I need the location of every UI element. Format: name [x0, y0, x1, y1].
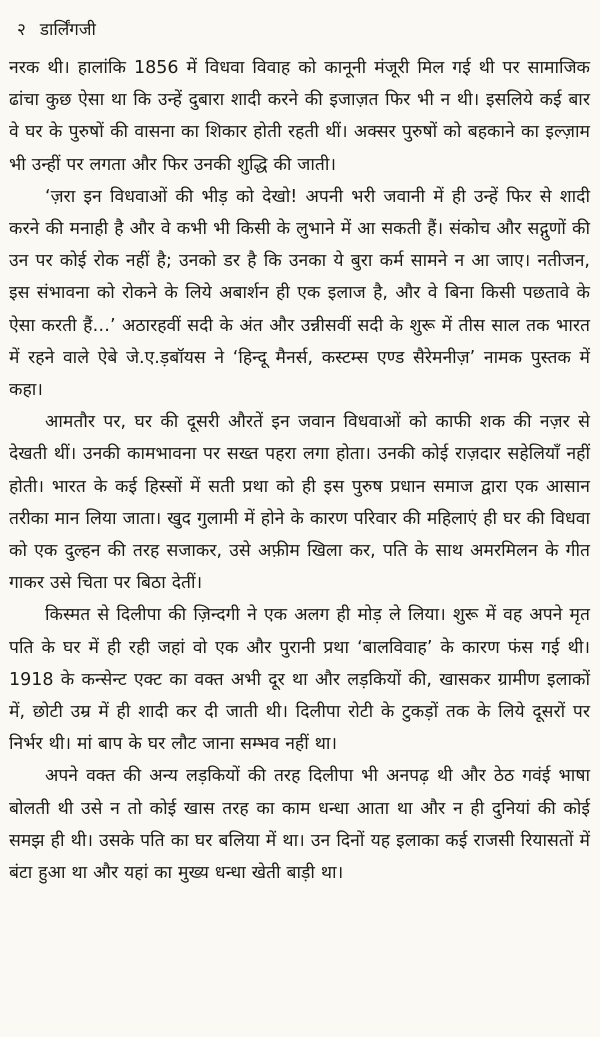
page-number: २	[17, 20, 26, 40]
paragraph: आमतौर पर, घर की दूसरी औरतें इन जवान विधवाओं को काफी शक की नज़र से देखती थीं। उनकी कामभावना पर सख्त पहरा लगा होता। उनकी कोई राज़दार सहेलियाँ नहीं होती। भारत के कई हिस्सों में सती प्रथा को ही इस पुरुष प्रधान समाज द्वारा एक आसान तरीका मान लिया जाता। खुद गुलामी में होने के कारण परिवार की महिलाएं ही घर की विधवा को एक दुल्हन की तरह सजाकर, उसे अफ़ीम खिला कर, पति के साथ अमरमिलन के गीत गाकर उसे चिता पर बिठा देतीं।	[9, 412, 590, 594]
paragraph: किस्मत से दिलीपा की ज़िन्दगी ने एक अलग ही मोड़ ले लिया। शुरू में वह अपने मृत पति के घर में ही रही जहां वो एक और पुरानी प्रथा ‘बालविवाह’ के कारण फंस गई थी। 1918 के कन्सेन्ट एक्ट का वक्त अभी दूर था और लड़कियों की, खासकर ग्रामीण इलाकों में, छोटी उम्र में ही शादी कर दी जाती थी। दिलीपा रोटी के टुकड़ों तक के लिये दूसरों पर निर्भर थी। मां बाप के घर लौट जाना सम्भव नहीं था।	[9, 605, 590, 755]
body-text	[9, 52, 590, 889]
running-head	[17, 18, 590, 42]
paragraph: नरक थी। हालांकि 1856 में विधवा विवाह को कानूनी मंजूरी मिल गई थी पर सामाजिक ढांचा कुछ ऐसा था कि उन्हें दुबारा शादी करने की इजाज़त फिर भी न थी। इसलिये कई बार वे घर के पुरुषों की वासना का शिकार होती रहती थीं। अक्सर पुरुषों को बहकाने का इल्ज़ाम भी उन्हीं पर लगता और फिर उनकी शुद्धि की जाती।	[9, 58, 590, 175]
book-title: डार्लिंगजी	[39, 20, 96, 40]
paragraph: अपने वक्त की अन्य लड़कियों की तरह दिलीपा भी अनपढ़ थी और ठेठ गवंई भाषा बोलती थी उसे न तो कोई खास तरह का काम धन्धा आता था और न ही दुनियां की कोई समझ ही थी। उसके पति का घर बलिया में था। उन दिनों यह इलाका कई राजसी रियासतों में बंटा हुआ था और यहां का मुख्य धन्धा खेती बाड़ी था।	[9, 766, 590, 884]
paragraph: ‘ज़रा इन विधवाओं की भीड़ को देखो! अपनी भरी जवानी में ही उन्हें फिर से शादी करने की मनाही है और वे कभी भी किसी के लुभाने में आ सकती हैं। संकोच और सद्गुणों की उन पर कोई रोक नहीं है; उनको डर है कि उनका ये बुरा कर्म सामने न आ जाए। नतीजन, इस संभावना को रोकने के लिये अबार्शन ही एक इलाज है, और वे बिना किसी पछतावे के ऐसा करती हैं…’ अठारहवीं सदी के अंत और उन्नीसवीं सदी के शुरू में तीस साल तक भारत में रहने वाले ऐबे जे.ए.ड़बॉयस ने ‘हिन्दू मैनर्स, कस्टम्स एण्ड सैरेमनीज़’ नामक पुस्तक में कहा।	[9, 186, 590, 401]
